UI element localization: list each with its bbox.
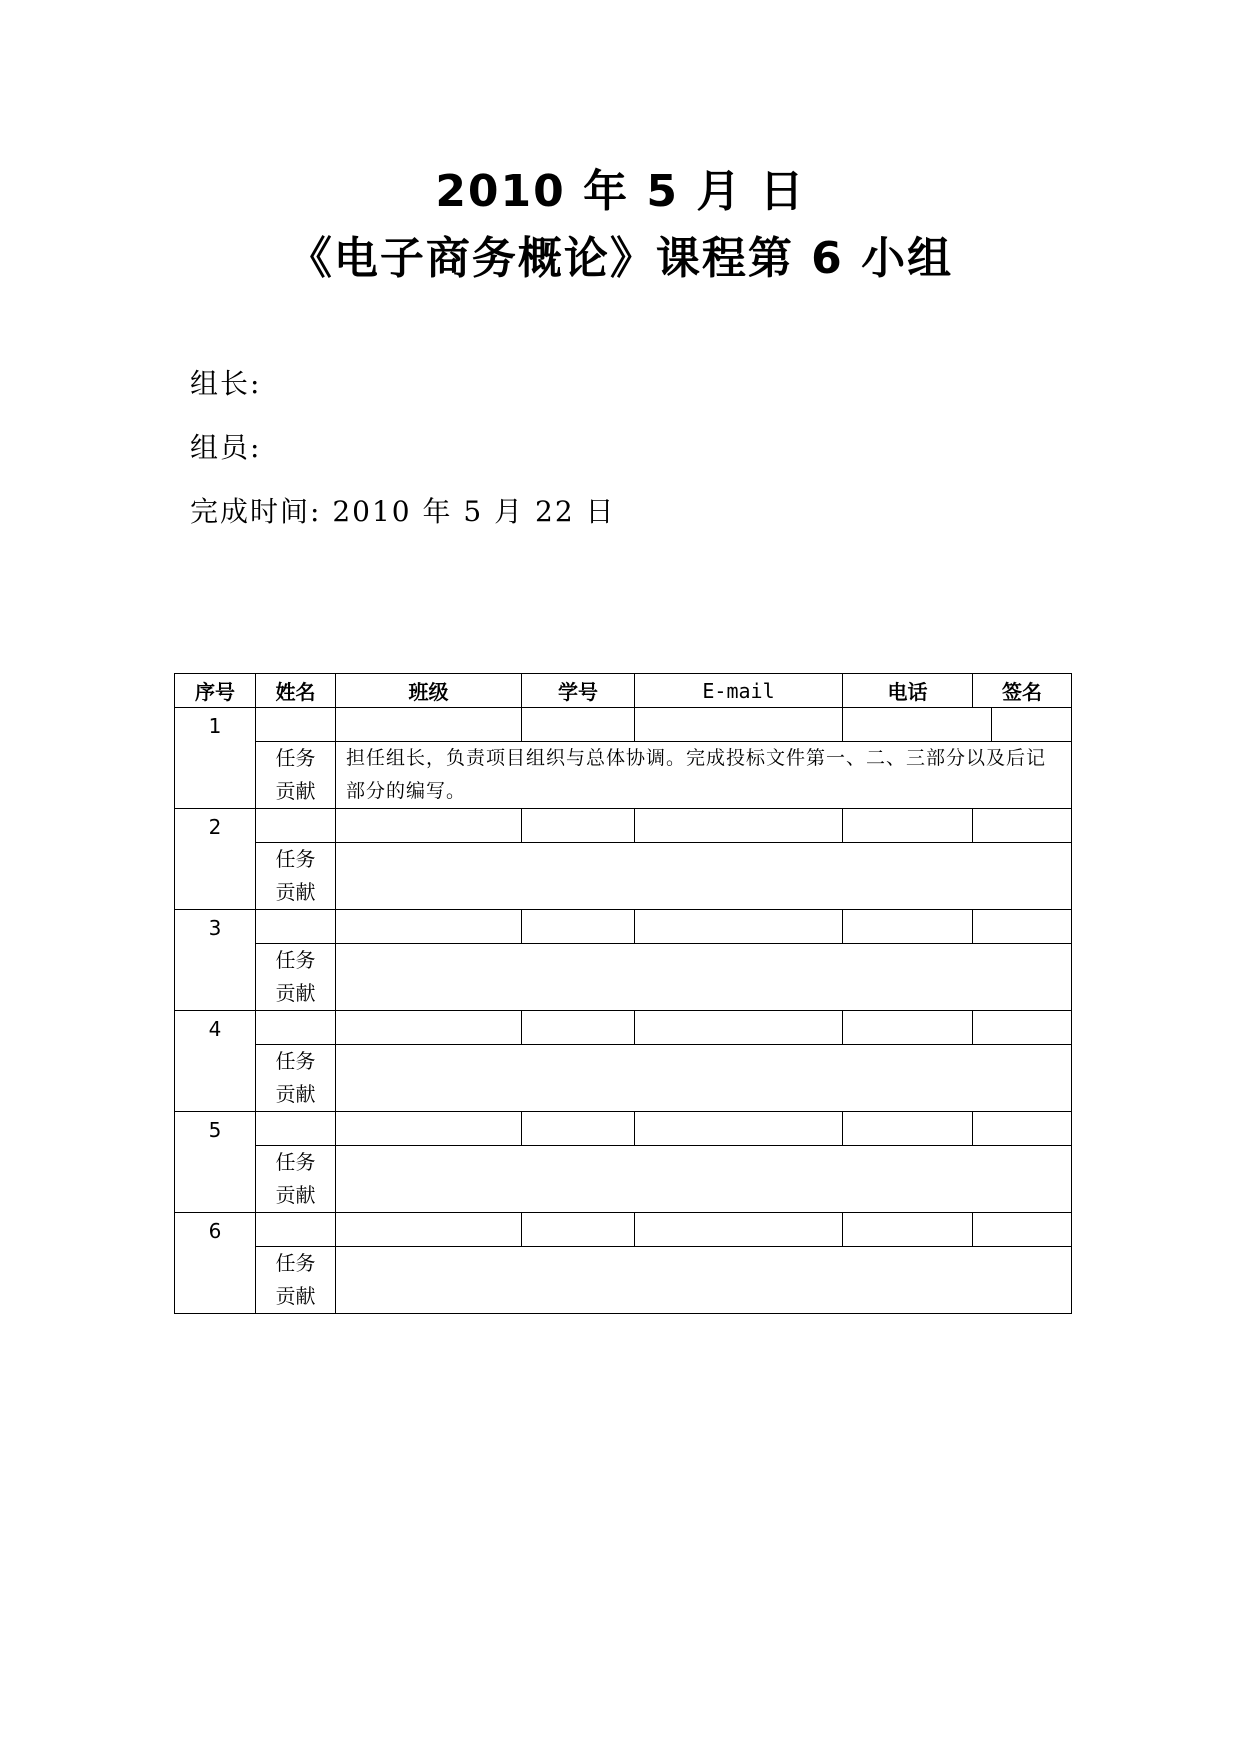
member-seq: 3 (175, 910, 256, 1011)
member-id-cell (522, 910, 635, 944)
task-label-line1: 任务 (275, 1049, 316, 1073)
member-class-cell (336, 1011, 522, 1045)
task-contribution-label (256, 944, 336, 1011)
document-date-title: 2010 年 5 月 日 (435, 166, 806, 217)
member-seq: 6 (175, 1213, 256, 1314)
task-contribution-label (256, 1045, 336, 1112)
task-contribution-label (256, 1247, 336, 1314)
header-student-id: 学号 (522, 674, 635, 708)
member-name-cell (256, 809, 336, 843)
member-class-cell (336, 1213, 522, 1247)
member-row (175, 910, 1072, 944)
group-leader-label: 组长: (190, 367, 262, 400)
header-email: E-mail (635, 674, 843, 708)
task-label-line1: 任务 (275, 1150, 316, 1174)
member-signature-cell (973, 1112, 1072, 1146)
task-contribution-text: 担任组长，负责项目组织与总体协调。完成投标文件第一、二、三部分以及后记部分的编写。 (336, 742, 1072, 809)
member-seq: 2 (175, 809, 256, 910)
member-row (175, 1011, 1072, 1045)
table-header-row (175, 674, 1072, 708)
member-name-cell (256, 1213, 336, 1247)
task-contribution-text (336, 1247, 1072, 1314)
member-email-cell (635, 1011, 843, 1045)
member-class-cell (336, 809, 522, 843)
member-signature-cell (973, 1011, 1072, 1045)
task-contribution-label (256, 742, 336, 809)
member-name-cell (256, 1011, 336, 1045)
member-name-cell (256, 708, 336, 742)
member-row (175, 1112, 1072, 1146)
task-label-line2: 贡献 (275, 1284, 316, 1308)
member-signature-cell (973, 1213, 1072, 1247)
member-task-row (175, 843, 1072, 910)
member-phone-cell (843, 910, 973, 944)
group-roster-table (174, 673, 1072, 1314)
member-task-row (175, 944, 1072, 1011)
member-id-cell (522, 1213, 635, 1247)
task-contribution-label (256, 843, 336, 910)
header-seq: 序号 (175, 674, 256, 708)
group-members-label: 组员: (190, 431, 262, 464)
member-class-cell (336, 708, 522, 742)
header-class: 班级 (336, 674, 522, 708)
task-label-line2: 贡献 (275, 1183, 316, 1207)
member-email-cell (635, 1112, 843, 1146)
member-task-row (175, 1247, 1072, 1314)
member-class-cell (336, 1112, 522, 1146)
task-contribution-label (256, 1146, 336, 1213)
member-email-cell (635, 1213, 843, 1247)
member-email-cell (635, 708, 843, 742)
member-name-cell (256, 1112, 336, 1146)
task-label-line2: 贡献 (275, 1082, 316, 1106)
task-label-line2: 贡献 (275, 779, 316, 803)
document-course-title: 《电子商务概论》课程第 6 小组 (287, 233, 954, 284)
task-contribution-text (336, 843, 1072, 910)
member-phone-cell (843, 1112, 973, 1146)
member-id-cell (522, 1112, 635, 1146)
completion-time-line: 完成时间: 2010 年 5 月 22 日 (190, 495, 616, 528)
member-task-row (175, 742, 1072, 809)
header-signature: 签名 (973, 674, 1072, 708)
member-seq: 1 (175, 708, 256, 809)
task-contribution-text (336, 1045, 1072, 1112)
member-task-row (175, 1045, 1072, 1112)
member-phone-cell (843, 1011, 973, 1045)
task-label-line1: 任务 (275, 746, 316, 770)
task-contribution-text (336, 1146, 1072, 1213)
task-label-line2: 贡献 (275, 880, 316, 904)
member-phone-cell (843, 1213, 973, 1247)
member-id-cell (522, 708, 635, 742)
task-contribution-text (336, 944, 1072, 1011)
member-signature-cell (992, 708, 1072, 742)
task-label-line1: 任务 (275, 1251, 316, 1275)
task-label-line2: 贡献 (275, 981, 316, 1005)
member-phone-cell (843, 809, 973, 843)
header-name: 姓名 (256, 674, 336, 708)
member-class-cell (336, 910, 522, 944)
task-label-line1: 任务 (275, 948, 316, 972)
member-email-cell (635, 910, 843, 944)
member-row (175, 809, 1072, 843)
member-phone-cell (843, 708, 992, 742)
member-seq: 4 (175, 1011, 256, 1112)
member-signature-cell (973, 809, 1072, 843)
member-seq: 5 (175, 1112, 256, 1213)
member-signature-cell (973, 910, 1072, 944)
member-task-row (175, 1146, 1072, 1213)
member-row (175, 1213, 1072, 1247)
member-row (175, 708, 1072, 742)
task-label-line1: 任务 (275, 847, 316, 871)
member-name-cell (256, 910, 336, 944)
member-id-cell (522, 809, 635, 843)
member-email-cell (635, 809, 843, 843)
member-id-cell (522, 1011, 635, 1045)
header-phone: 电话 (843, 674, 973, 708)
